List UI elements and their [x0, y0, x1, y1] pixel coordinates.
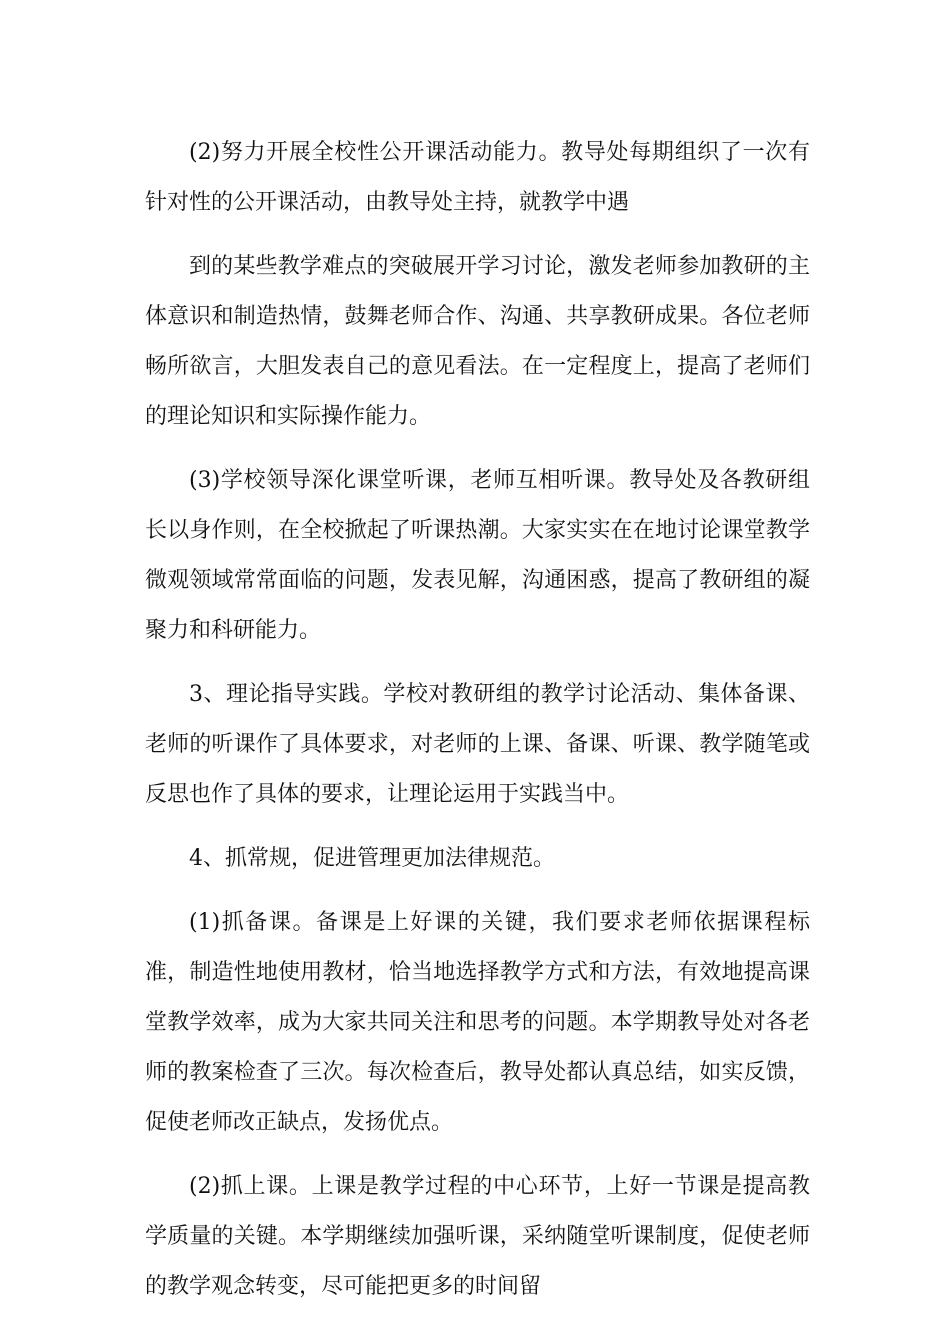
paragraph-teaching-discussion: 到的某些教学难点的突破展开学习讨论，激发老师参加教研的主体意识和制造热情，鼓舞老师合作、沟通、共享教研成果。各位老师畅所欲言，大胆发表自己的意见看法。在一定程度上，提高了老师们的理论知识和实际操作能力。	[145, 254, 810, 429]
paragraph-class-observation: (3)学校领导深化课堂听课，老师互相听课。教导处及各教研组长以身作则，在全校掀起了听课热潮。大家实实在在地讨论课堂教学微观领域常常面临的问题，发表见解，沟通困惑，提高了教研组的凝聚力和科研能力。	[145, 468, 810, 643]
paragraph-routine-management: 4、抓常规，促进管理更加法律规范。	[189, 846, 555, 871]
paragraph-lesson-preparation: (1)抓备课。备课是上好课的关键，我们要求老师依据课程标准，制造性地使用教材，恰当地选择教学方式和方法，有效地提高课堂教学效率，成为大家共同关注和思考的问题。本学期教导处对各老师的教案检查了三次。每次检查后，教导处都认真总结，如实反馈，促使老师改正缺点，发扬优点。	[145, 910, 810, 1135]
document-body	[145, 128, 810, 1312]
paragraph-theory-practice: 3、理论指导实践。学校对教研组的教学讨论活动、集体备课、老师的听课作了具体要求，对老师的上课、备课、听课、教学随笔或反思也作了具体的要求，让理论运用于实践当中。	[145, 682, 810, 807]
paragraph-classroom-teaching: (2)抓上课。上课是教学过程的中心环节，上好一节课是提高教学质量的关键。本学期继续加强听课，采纳随堂听课制度，促使老师的教学观念转变，尽可能把更多的时间留	[145, 1174, 810, 1299]
paragraph-open-class-activity: (2)努力开展全校性公开课活动能力。教导处每期组织了一次有针对性的公开课活动，由教导处主持，就教学中遇	[145, 140, 810, 215]
